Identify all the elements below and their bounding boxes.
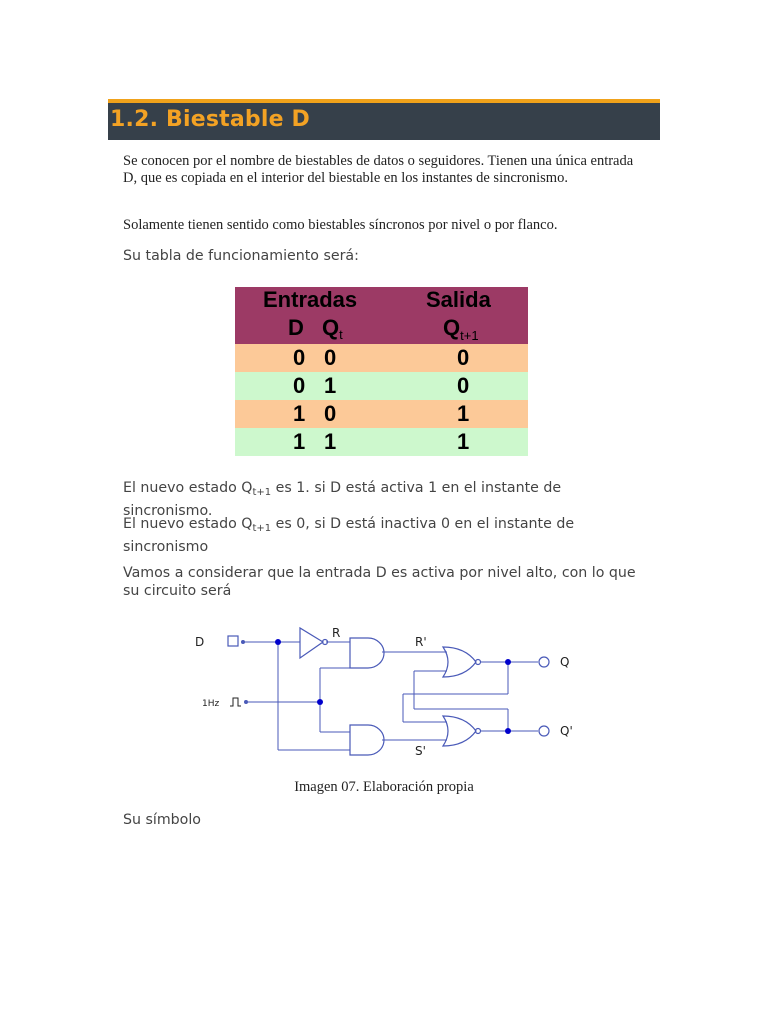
nor-gate-top: [443, 647, 476, 677]
cell-output: 0: [457, 373, 470, 398]
section-title: 1.2. Biestable D: [110, 107, 311, 132]
sync-paragraph: Solamente tienen sentido como biestables síncronos por nivel o por flanco.: [123, 217, 558, 233]
section-header: [108, 99, 660, 140]
label-s-prime: S': [415, 744, 426, 758]
truth-table-row: [235, 344, 528, 372]
and-gate-top: [350, 638, 384, 668]
column-q: $Q_t$: [322, 315, 343, 342]
cell-d: 0: [293, 373, 306, 398]
cell-d: 1: [293, 429, 306, 454]
truth-table-header: [235, 287, 528, 344]
truth-table-row: [235, 400, 528, 428]
truth-table: [235, 287, 528, 456]
cell-q: 1: [324, 373, 337, 398]
cell-q: 1: [324, 429, 337, 454]
figure-caption: Imagen 07. Elaboración propia: [294, 779, 474, 795]
label-r-prime: R': [415, 635, 427, 649]
column-output: $Q_{t+1}$: [443, 315, 479, 343]
label-input-d: D: [195, 635, 205, 649]
truth-table-row: [235, 428, 528, 456]
cell-output: 0: [457, 345, 470, 370]
circuit-wires: [243, 642, 538, 750]
active-high-paragraph: El nuevo estado $Q_{t+1}$ es 1. si D está activa 1 en el instante de sincronismo.: [123, 480, 562, 519]
d-latch-circuit-diagram: [190, 620, 590, 760]
truth-table-row: [235, 372, 528, 400]
output-q-prime-terminal: [539, 726, 549, 736]
circuit-intro: Vamos a considerar que la entrada D es activa por nivel alto, con lo que su circuito será: [123, 565, 636, 599]
table-intro: Su tabla de funcionamiento será:: [123, 248, 359, 264]
circuit-nodes: [275, 639, 511, 734]
input-d-switch: [228, 636, 238, 646]
cell-q: 0: [324, 401, 337, 426]
intro-paragraph: Se conocen por el nombre de biestables de datos o seguidores. Tienen una única entrada D, que es copiada en el interior del biestable en los instantes de sincronismo.: [123, 153, 634, 186]
output-q-terminal: [539, 657, 549, 667]
not-gate: [300, 628, 323, 658]
cell-output: 1: [457, 429, 470, 454]
label-r: R: [332, 626, 341, 640]
symbol-heading: Su símbolo: [123, 812, 201, 828]
nor-gate-bottom: [443, 716, 476, 746]
label-output-q: Q: [560, 655, 570, 669]
header-output: Salida: [426, 287, 491, 312]
cell-d: 1: [293, 401, 306, 426]
clock-pulse-icon: [230, 698, 241, 706]
inactive-paragraph: El nuevo estado $Q_{t+1}$ es 0, si D está inactiva 0 en el instante de sincronismo: [123, 516, 575, 555]
and-gate-bottom: [350, 725, 384, 755]
column-d: D: [288, 315, 304, 340]
cell-d: 0: [293, 345, 306, 370]
cell-q: 0: [324, 345, 337, 370]
header-inputs: Entradas: [263, 287, 358, 312]
cell-output: 1: [457, 401, 470, 426]
label-output-q-prime: Q': [560, 724, 573, 738]
label-clock: 1Hz: [202, 699, 220, 709]
